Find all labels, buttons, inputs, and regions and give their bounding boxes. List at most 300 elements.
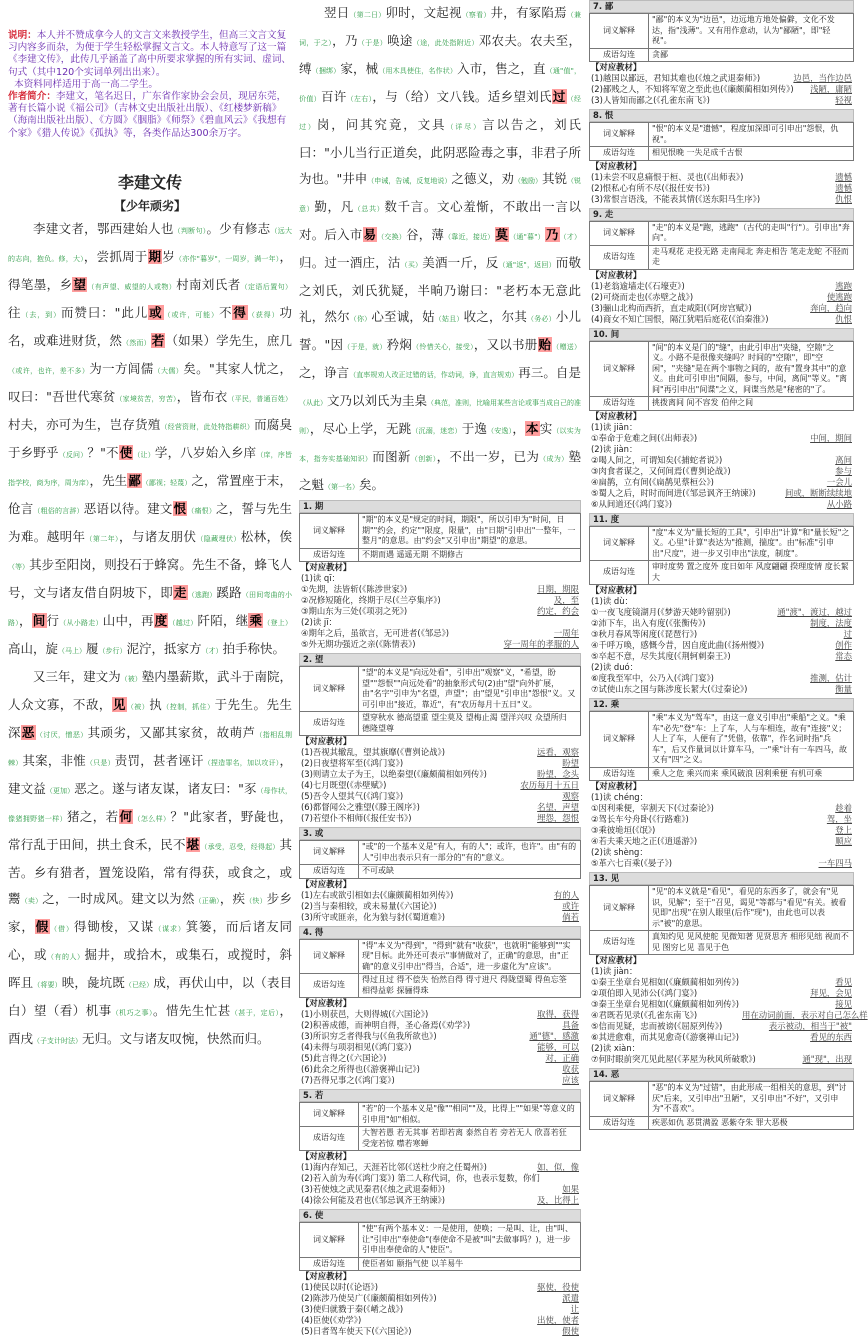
author-text: 李建文，笔名迟日，广东省作家协会会员，现居东莞，著有长篇小说《福公司》（吉林文史出版社出版）、《红楼梦新稿》（海南出版社出版）、《方圆》《胭脂》《师祭》《碧血风云》《我想有个家》《猎人传说》《孤执》等，各类作品达300余万字。 bbox=[8, 91, 287, 139]
example-line bbox=[589, 488, 854, 499]
row-label: 词义解释 bbox=[590, 221, 649, 245]
example-meaning: 驾，坐 bbox=[826, 814, 852, 824]
text-segment: 矣。"其家人忧之，叹曰："吾世代寒贫 bbox=[8, 360, 293, 404]
vocab-heading: 12. 乘 bbox=[589, 698, 854, 711]
vocab-heading: 10. 间 bbox=[589, 328, 854, 341]
row-label: 词义解释 bbox=[590, 1082, 649, 1117]
example-sentence: (2)读 shèng： bbox=[591, 847, 648, 857]
text-segment: 村夫，亦可为生，岂存货殖 bbox=[8, 416, 161, 432]
text-segment: ，建文益 bbox=[8, 752, 292, 796]
example-sentence: (3)则请立太子为王，以绝秦望(《廉颇蔺相如列传》) bbox=[301, 769, 487, 779]
gloss-annotation: （通"值"，价值） bbox=[299, 67, 581, 103]
text-segment: 美酒一斤，反 bbox=[422, 255, 499, 270]
gloss-annotation: （登上） bbox=[263, 618, 292, 627]
text-segment: ， bbox=[512, 421, 525, 436]
vocab-section bbox=[299, 926, 581, 1087]
vocab-section bbox=[589, 698, 854, 869]
example-line bbox=[299, 890, 581, 901]
example-line bbox=[299, 1173, 581, 1184]
vocab-heading: 3. 或 bbox=[299, 827, 581, 840]
gloss-annotation: （定语后置句） bbox=[240, 282, 292, 291]
gloss-annotation: （正确） bbox=[194, 896, 220, 905]
example-line bbox=[589, 1021, 854, 1032]
article-body bbox=[8, 216, 292, 1054]
gloss-annotation: （捏造罪名，加以攻讦） bbox=[203, 758, 280, 767]
example-line bbox=[589, 499, 854, 510]
example-sentence: (1)使民以时(《论语》) bbox=[301, 1282, 379, 1292]
example-meaning: 驱使，役使 bbox=[537, 1282, 579, 1292]
text-segment: 为一方闾儒 bbox=[89, 360, 154, 376]
example-sentence: ④期年之后，虽欲言，无可进者(《邹忌》) bbox=[301, 628, 450, 638]
example-line bbox=[589, 1010, 868, 1021]
text-segment: 不 bbox=[218, 304, 233, 320]
example-meaning: 仇恨 bbox=[835, 313, 852, 324]
example-sentence: (4)商女不知亡国恨，隔江犹唱后庭花(《泊秦淮》) bbox=[591, 313, 769, 324]
idiom-cell: 审时度势 置之度外 度日如年 风度翩翩 揆理度情 度长絜大 bbox=[649, 561, 854, 585]
text-segment: 卯时，文起视 bbox=[385, 5, 462, 20]
gloss-annotation: （沉溺，迷恋） bbox=[411, 427, 462, 435]
gloss-annotation: （姑且） bbox=[434, 315, 464, 323]
meaning-cell: "见"的本义就是"看见"，看见的东西多了，就会有"见识，见解"；至于"召见，谒见"等都与"看见"有关。被看见即"出现"在别人眼里(后作"现")，由此也可以表示"被"的意思。 bbox=[649, 886, 854, 931]
example-sentence: (5)此言得之(《六国论》) bbox=[301, 1053, 387, 1063]
example-sentence: (3)使归就戮于秦(《崤之战》) bbox=[301, 1304, 404, 1314]
examples-heading: 【对应教材】 bbox=[301, 1271, 352, 1281]
gloss-annotation: （创新） bbox=[410, 455, 437, 463]
vocab-section bbox=[589, 1068, 854, 1130]
text-segment: 小儿誓。"因 bbox=[299, 309, 581, 352]
text-segment: ，与（给）文八钱。适乡望刘氏 bbox=[372, 89, 552, 104]
row-label: 成语勾连 bbox=[590, 767, 649, 781]
example-sentence: (1)左右或欲引相如去(《廉颇蔺相如列传》) bbox=[301, 889, 454, 900]
key-word: 堪 bbox=[186, 836, 200, 852]
example-meaning: 边邑，当作边邑 bbox=[793, 73, 852, 83]
key-word: 本 bbox=[526, 421, 539, 436]
example-meaning: 穿一周年的孝服的人 bbox=[503, 639, 579, 649]
example-line bbox=[589, 1054, 854, 1065]
key-word: 假 bbox=[35, 918, 50, 934]
example-line bbox=[589, 977, 854, 988]
example-line bbox=[589, 607, 854, 618]
row-label: 成语勾连 bbox=[300, 712, 359, 736]
example-meaning: 一会儿 bbox=[826, 476, 852, 487]
example-meaning: 遗憾 bbox=[835, 182, 852, 193]
vocab-heading: 6. 使 bbox=[299, 1209, 581, 1222]
example-meaning: 及，比得上 bbox=[537, 1195, 579, 1205]
vocab-table bbox=[299, 1222, 581, 1271]
examples-heading: 【对应教材】 bbox=[301, 736, 352, 746]
text-segment: 高山，旋 bbox=[8, 640, 59, 656]
example-line bbox=[589, 314, 854, 325]
gloss-annotation: （去，到） bbox=[21, 310, 61, 319]
idiom-cell: 乘人之危 乘兴而来 乘风破浪 因利乘便 有机可乘 bbox=[649, 767, 854, 781]
example-sentence: (4)臣使(《劝学》) bbox=[301, 1315, 362, 1325]
example-line bbox=[589, 1032, 854, 1043]
gloss-annotation: （于是，就） bbox=[343, 343, 387, 351]
vocab-heading: 2. 望 bbox=[299, 653, 581, 666]
vocab-section bbox=[299, 827, 581, 923]
vocab-table bbox=[299, 1102, 581, 1151]
text-segment: 得锄梭，又谋 bbox=[73, 918, 155, 934]
text-segment: 翌日 bbox=[324, 5, 350, 20]
gloss-annotation: （鄙视；轻蔑） bbox=[141, 478, 192, 487]
text-segment: 归。过一酒庄，沽 bbox=[299, 255, 401, 270]
example-sentence: ①一夜飞度镜湖月(《梦游天姥吟留别》) bbox=[591, 607, 731, 617]
example-line bbox=[589, 618, 854, 629]
gloss-annotation: （从此） bbox=[299, 399, 327, 407]
gloss-annotation: （田间弯曲的小路） bbox=[8, 590, 292, 627]
text-segment: 而敬之刘氏，刘氏犹疑，半晌乃谢曰："老朽本无意此礼，然尔 bbox=[299, 255, 581, 324]
gloss-annotation: （察看） bbox=[461, 11, 491, 19]
meaning-cell: "走"的本义是"跑，逃跑"（古代的走叫"行"）。引申出"奔向"。 bbox=[649, 221, 854, 245]
gloss-annotation: （你） bbox=[349, 315, 372, 323]
example-sentence: ④君既若见录(《孔雀东南飞》) bbox=[591, 1010, 698, 1020]
article-paragraph bbox=[299, 0, 581, 500]
example-sentence: ⑦何时眼前突兀见此屋(《茅屋为秋风所破歌》) bbox=[591, 1054, 756, 1064]
example-line bbox=[299, 1075, 581, 1086]
example-sentence: ③乘彼垝垣(《氓》) bbox=[591, 825, 656, 835]
vocab-table bbox=[589, 341, 854, 411]
text-segment: 阡陌，继 bbox=[197, 612, 249, 628]
row-label: 词义解释 bbox=[590, 341, 649, 397]
article-paragraph bbox=[8, 216, 292, 664]
example-sentence: ③秦王坐章台见相如(《廉颇蔺相如列传》) bbox=[591, 999, 740, 1009]
key-word: 望 bbox=[73, 276, 87, 292]
meaning-cell: "望"的本义是"向远处看"，引申出"观察"义，"希望，盼望""怨恨""向远处看"的抽象形式句(2)由"望"向外扩展，由"名字"引申为"名望，声望"；由"望见"引申出"怨恨"义。又可引申出"接近，靠近"，有"农历每月十五日"义。 bbox=[359, 667, 581, 712]
right-column bbox=[589, 0, 868, 1133]
vocab-heading: 7. 鄙 bbox=[589, 0, 854, 13]
example-meaning: 看见 bbox=[835, 977, 852, 987]
key-word: 或 bbox=[149, 304, 163, 320]
text-segment: 无归。文与诸友叹惋，快然而归。 bbox=[82, 1030, 270, 1046]
example-line bbox=[589, 662, 854, 673]
text-segment: 之，常置座于末，伧言 bbox=[8, 472, 292, 516]
gloss-annotation: （让） bbox=[133, 450, 155, 459]
meaning-cell: "期"的本义是"规定的时间，期限"，所以引申为"时间，日期""约会，约定""限度，限量"，由"日期"引申出"一整年，一整月"的意思。由"约会"又引申出"期望"的意思。 bbox=[359, 514, 581, 549]
row-label: 成语勾连 bbox=[300, 548, 359, 562]
example-line bbox=[299, 1031, 581, 1042]
text-segment: 之德义，劝 bbox=[451, 171, 514, 186]
example-sentence: (3)所守或匪亲，化为狼与豺(《蜀道难》) bbox=[301, 911, 446, 922]
vocab-list-a bbox=[299, 500, 581, 1337]
vocab-section bbox=[589, 328, 854, 510]
example-line bbox=[589, 194, 854, 205]
example-sentence: (1)小则获邑，大则得城(《六国论》) bbox=[301, 1009, 429, 1019]
vocab-section bbox=[589, 0, 854, 106]
example-meaning: 具备 bbox=[562, 1020, 579, 1030]
gloss-annotation: （怜惜关心，接受） bbox=[412, 343, 474, 351]
example-sentence: (4)徐公何能及君也(《邹忌讽齐王纳谏》) bbox=[301, 1195, 446, 1205]
example-meaning: 通"德"，感激 bbox=[529, 1031, 579, 1041]
key-word: 走 bbox=[173, 584, 187, 600]
example-line bbox=[299, 606, 581, 617]
example-line bbox=[589, 814, 854, 825]
example-meaning: 从小路 bbox=[826, 498, 852, 509]
example-line bbox=[589, 303, 854, 314]
example-line bbox=[589, 281, 854, 292]
gloss-annotation: （经营资财，此处特指耕织） bbox=[160, 422, 255, 431]
example-line bbox=[299, 628, 581, 639]
example-sentence: ②项伯即入见沛公(《鸿门宴》) bbox=[591, 988, 698, 998]
key-word: 贻 bbox=[538, 337, 552, 352]
idiom-cell: 大智若愚 若无其事 若即若离 泰然自若 旁若无人 欣喜若狂 受宠若惊 噤若寒蝉 bbox=[359, 1127, 581, 1151]
example-line bbox=[589, 988, 854, 999]
text-segment: 掘井，或拾木，或集石，或搅时，斜晖且 bbox=[8, 946, 292, 990]
example-sentence: (3)若使烛之武见秦君(《烛之武退秦师》) bbox=[301, 1184, 446, 1194]
example-sentence: ⑥其进愈难，而其见愈奇(《游褒禅山记》) bbox=[591, 1032, 740, 1042]
examples-heading: 【对应教材】 bbox=[591, 781, 642, 791]
gloss-annotation: （务必） bbox=[527, 315, 556, 323]
vocab-heading: 8. 恨 bbox=[589, 109, 854, 122]
example-line bbox=[589, 292, 854, 303]
gloss-annotation: （母作状，像猪拥野猪一样） bbox=[8, 786, 292, 823]
example-meaning: 应该 bbox=[562, 1075, 579, 1085]
key-word: 恶 bbox=[21, 724, 35, 740]
article-title: 李建文传 bbox=[117, 172, 182, 192]
gloss-annotation: （等） bbox=[8, 562, 30, 571]
example-meaning: 趁着 bbox=[835, 803, 852, 813]
example-sentence: (1)读 jiān： bbox=[591, 421, 638, 432]
example-sentence: ④千呼万唤，感慨今昔，因自度此曲(《扬州慢》) bbox=[591, 640, 765, 650]
examples-heading: 【对应教材】 bbox=[301, 998, 352, 1008]
gloss-annotation: （获得） bbox=[247, 310, 280, 319]
text-segment: ， bbox=[19, 612, 32, 628]
example-meaning: 农历每月十五日 bbox=[520, 780, 579, 790]
vocab-table bbox=[589, 885, 854, 955]
example-meaning: 或许 bbox=[562, 900, 579, 911]
example-sentence: (1)海内存知己，天涯若比邻(《送杜少府之任蜀州》) bbox=[301, 1162, 487, 1172]
vocab-table bbox=[299, 840, 581, 879]
example-meaning: 轻视 bbox=[835, 95, 852, 105]
row-label: 成语勾连 bbox=[590, 245, 649, 269]
example-sentence: (2)鄙贱之人，不知将军宽之至此也(《廉颇蔺相如列传》) bbox=[591, 84, 794, 94]
example-sentence: (1)读 jiàn： bbox=[591, 966, 638, 976]
vocab-table bbox=[589, 122, 854, 161]
text-segment: 泥泞，抵家方 bbox=[126, 640, 202, 656]
row-label: 词义解释 bbox=[300, 841, 359, 865]
gloss-annotation: （买） bbox=[400, 261, 423, 269]
example-sentence: (2)积善成德，而神明自得，圣心备焉(《劝学》) bbox=[301, 1020, 471, 1030]
idiom-cell: 望穿秋水 德高望重 望尘莫及 望梅止渴 望洋兴叹 众望所归 德隆望尊 bbox=[359, 712, 581, 736]
meaning-cell: "恶"的本义为"过错"，由此形成一组相关的意思，到"讨厌"后来，又引申出"丑陋"，又引申出"不好"，又引申为"不喜欢"。 bbox=[649, 1082, 854, 1117]
example-line bbox=[589, 444, 854, 455]
example-line bbox=[299, 901, 581, 912]
vocab-heading: 13. 见 bbox=[589, 872, 854, 885]
key-word: 恨 bbox=[173, 500, 187, 516]
text-segment: ，不出一岁，已为 bbox=[436, 449, 540, 464]
gloss-annotation: （第二年） bbox=[85, 534, 119, 543]
text-segment: 村南刘氏者 bbox=[176, 276, 241, 292]
text-segment: 其锐 bbox=[541, 171, 567, 186]
example-line bbox=[589, 651, 854, 662]
gloss-annotation: （成为） bbox=[539, 455, 569, 463]
example-line bbox=[589, 825, 854, 836]
example-line bbox=[589, 673, 854, 684]
examples-heading: 【对应教材】 bbox=[301, 878, 352, 889]
example-line bbox=[299, 813, 581, 824]
text-segment: 岁 bbox=[162, 248, 175, 264]
row-label: 成语勾连 bbox=[300, 974, 359, 998]
example-meaning: 拜见，会见 bbox=[810, 988, 852, 998]
example-meaning: 倘若 bbox=[562, 911, 579, 922]
vocab-table bbox=[589, 526, 854, 586]
example-line bbox=[589, 684, 854, 695]
example-line bbox=[589, 455, 854, 466]
text-segment: ，尝抓周于 bbox=[83, 248, 148, 264]
example-sentence: (7)吾得兄事之(《鸿门宴》) bbox=[301, 1075, 395, 1085]
gloss-annotation: （或许，可能） bbox=[163, 310, 219, 319]
example-sentence: ①奉命于危难之间(《出师表》) bbox=[591, 432, 698, 443]
text-segment: 成，再伏山中，以（表目白）望（看）机事 bbox=[8, 974, 292, 1018]
example-sentence: (1)越国以鄙远，君知其难也(《烛之武退秦师》) bbox=[591, 73, 761, 83]
gloss-annotation: （赠送） bbox=[552, 343, 582, 351]
example-meaning: 如果 bbox=[562, 1184, 579, 1194]
example-sentence: (3)常恨言语浅，不能表其情(《送东阳马生序》) bbox=[591, 193, 761, 204]
example-meaning: 收获 bbox=[562, 1064, 579, 1074]
example-meaning: 逃跑 bbox=[835, 280, 852, 291]
text-segment: 矜焖 bbox=[386, 337, 413, 352]
text-segment: 行 bbox=[46, 612, 60, 628]
vocab-section bbox=[299, 500, 581, 650]
example-line bbox=[589, 422, 854, 433]
example-line bbox=[589, 433, 854, 444]
text-segment: 往 bbox=[8, 304, 22, 320]
row-label: 词义解释 bbox=[300, 1103, 359, 1127]
vocab-section bbox=[589, 872, 868, 1065]
gloss-annotation: （典范，准则，比喻用某些言论或事当成自己的准则） bbox=[299, 399, 582, 435]
vocab-table bbox=[299, 939, 581, 999]
row-label: 词义解释 bbox=[590, 14, 649, 49]
example-meaning: 有的人 bbox=[553, 889, 579, 900]
examples-heading: 【对应教材】 bbox=[591, 410, 642, 421]
example-line bbox=[299, 1304, 581, 1315]
text-segment: 数千言。文心羞惭，不敢出一言以对。后入市 bbox=[299, 199, 581, 242]
gloss-annotation: （痛恨） bbox=[187, 506, 217, 515]
text-segment: 唤途 bbox=[387, 33, 413, 48]
row-label: 成语勾连 bbox=[300, 1127, 359, 1151]
example-sentence: (2)恨私心有所不尽(《报任安书》) bbox=[591, 182, 710, 193]
gloss-annotation: （隐藏埋伏） bbox=[196, 534, 241, 543]
example-meaning: 盼望，念头 bbox=[537, 769, 579, 779]
text-segment: 其步至阳岗，则投石于蜂窝。先生不备，蜂飞人号，文与诸友借自阴坡下，即 bbox=[8, 556, 293, 600]
gloss-annotation: （第一名） bbox=[324, 483, 360, 491]
example-line bbox=[589, 803, 854, 814]
example-meaning: 盼望 bbox=[562, 758, 579, 768]
key-word: 鄙 bbox=[128, 472, 141, 488]
row-label: 词义解释 bbox=[590, 123, 649, 147]
text-segment: 功名，或难进财货，然 bbox=[8, 304, 292, 348]
text-segment: ，与诸友朋伏 bbox=[118, 528, 197, 544]
text-segment: 勤，凡 bbox=[314, 199, 354, 214]
example-meaning: 取得，获得 bbox=[537, 1009, 579, 1019]
text-segment: 学，八岁始入乡庠 bbox=[154, 444, 257, 460]
example-sentence: ①秦王坐章台见相如(《廉颇蔺相如列传》) bbox=[591, 977, 740, 987]
examples-heading: 【对应教材】 bbox=[591, 62, 642, 72]
article-body-continued bbox=[299, 0, 581, 500]
vocab-section bbox=[299, 1089, 581, 1206]
text-segment: ，尽心上学，无跳 bbox=[309, 421, 412, 436]
example-line bbox=[589, 847, 854, 858]
example-line bbox=[299, 912, 581, 923]
idiom-cell: 挑拨离间 间不容发 伯仲之间 bbox=[649, 397, 854, 411]
author-label: 作者简介： bbox=[8, 91, 56, 103]
example-meaning: 让 bbox=[570, 1304, 579, 1314]
text-segment: ？"不 bbox=[87, 444, 119, 460]
example-line bbox=[299, 1282, 581, 1293]
example-meaning: 通"渡"，渡过，越过 bbox=[777, 607, 852, 617]
examples-heading: 【对应教材】 bbox=[591, 955, 642, 965]
key-word: 易 bbox=[363, 227, 377, 242]
text-segment: （如果）学先生，庶几 bbox=[165, 332, 292, 348]
example-sentence: (2)当与秦相较，或未易量(《六国论》) bbox=[301, 900, 437, 911]
example-sentence: (6)此余之所得也(《游褒禅山记》) bbox=[301, 1064, 420, 1074]
gloss-annotation: （甚于，定后） bbox=[230, 1008, 280, 1017]
left-column bbox=[8, 0, 292, 1054]
text-segment: 而图新 bbox=[372, 449, 411, 464]
gloss-annotation: （然而） bbox=[122, 338, 151, 347]
text-segment: ，先生 bbox=[89, 472, 128, 488]
intro-note bbox=[8, 30, 292, 140]
vocab-section bbox=[299, 1209, 581, 1337]
example-sentence: ②沛下车，出入有度(《张衡传》) bbox=[591, 618, 706, 628]
text-segment: 执 bbox=[149, 696, 163, 712]
example-line bbox=[589, 172, 854, 183]
example-meaning: 衡量 bbox=[835, 684, 852, 694]
example-line bbox=[299, 1009, 581, 1020]
example-sentence: ①先期，法皆斩(《陈涉世家》) bbox=[301, 584, 408, 594]
gloss-annotation: （只是） bbox=[85, 758, 115, 767]
example-line bbox=[299, 758, 581, 769]
gloss-annotation: （途，此处指附近） bbox=[412, 39, 479, 47]
example-line bbox=[299, 1064, 581, 1075]
text-segment: 邓农夫。农夫至，缚 bbox=[299, 33, 581, 76]
example-meaning: 接见 bbox=[835, 999, 852, 1009]
intro-label: 说明： bbox=[8, 30, 37, 41]
example-sentence: (1)未尝不叹息痛恨于桓、灵也(《出师表》) bbox=[591, 171, 744, 182]
example-line bbox=[589, 466, 854, 477]
example-line bbox=[589, 792, 854, 803]
gloss-annotation: （步行） bbox=[98, 646, 127, 655]
key-word: 度 bbox=[154, 612, 168, 628]
row-label: 成语勾连 bbox=[590, 147, 649, 161]
example-meaning: 能够，可以 bbox=[537, 1042, 579, 1052]
example-meaning: 表示被动，相当于"被" bbox=[768, 1021, 852, 1031]
row-label: 词义解释 bbox=[300, 667, 359, 712]
example-meaning: 创作 bbox=[835, 640, 852, 650]
gloss-annotation: （快） bbox=[245, 896, 267, 905]
gloss-annotation: （左右） bbox=[346, 95, 373, 103]
example-sentence: ⑥从间道还(《鸿门宴》) bbox=[591, 498, 673, 509]
row-label: 词义解释 bbox=[590, 886, 649, 931]
text-segment: 其案，非惟 bbox=[22, 752, 86, 768]
example-meaning: 一周年 bbox=[553, 628, 579, 638]
example-line bbox=[299, 1315, 581, 1326]
example-line bbox=[299, 573, 581, 584]
gloss-annotation: （远大的志向，抱负。修，大） bbox=[8, 226, 292, 263]
key-word: 若 bbox=[151, 332, 165, 348]
row-label: 成语勾连 bbox=[590, 48, 649, 62]
examples-heading: 【对应教材】 bbox=[301, 1151, 352, 1161]
vocab-table bbox=[589, 1081, 854, 1130]
example-sentence: (2)若入前为寿(《鸿门宴》) 第二人称代词，你，也表示复数，你们 bbox=[301, 1173, 540, 1183]
example-line bbox=[589, 640, 854, 651]
example-sentence: (4)七月既望(《赤壁赋》) bbox=[301, 780, 387, 790]
text-segment: 言以告之，刘氏曰："小儿当行正道矣，此阴恶险毒之事，非君子所为也。"井申 bbox=[299, 117, 581, 186]
example-line bbox=[299, 791, 581, 802]
meaning-cell: "使"有两个基本义：一是使用，使唤；一是叫、让，由"叫、让"引申出"奉使命"(奉使命不是被"叫"去做事吗？)，进一步引申出奉使命的人"使臣"。 bbox=[359, 1223, 581, 1258]
text-segment: ，疾 bbox=[219, 890, 246, 906]
key-word: 使 bbox=[119, 444, 133, 460]
example-meaning: 制度，法度 bbox=[810, 618, 852, 628]
